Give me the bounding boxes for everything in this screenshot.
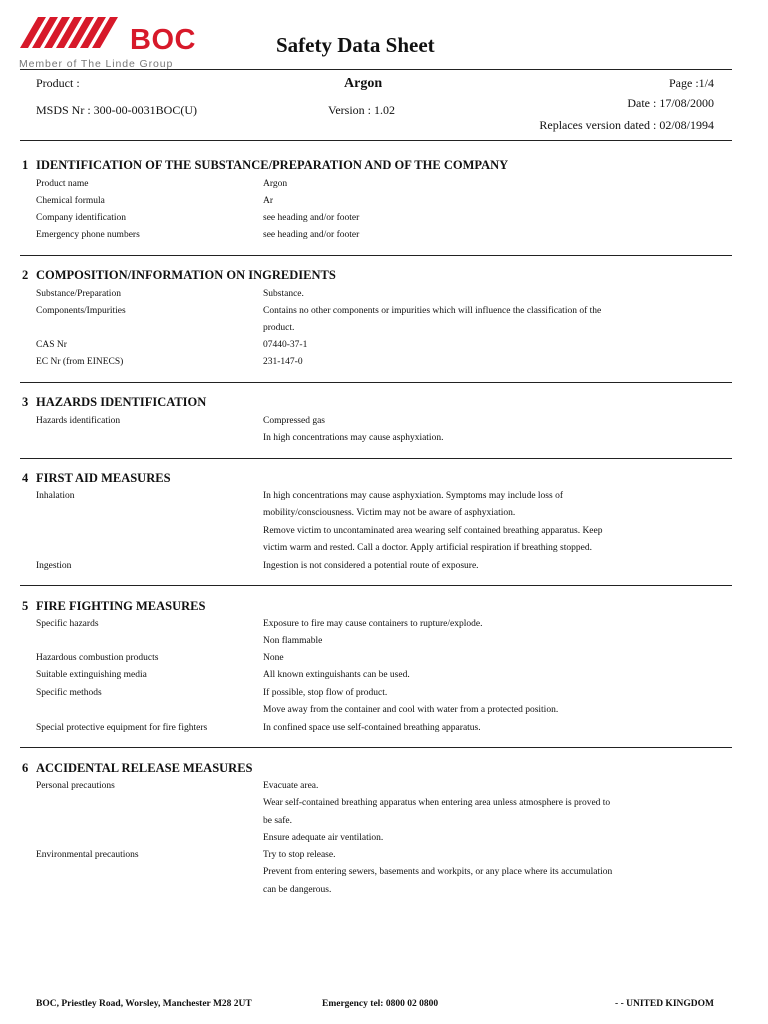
brand-tagline: Member of The Linde Group — [19, 58, 174, 70]
document-title: Safety Data Sheet — [276, 33, 435, 57]
footer-country: - - UNITED KINGDOM — [615, 999, 714, 1009]
header-divider-bottom — [20, 140, 732, 141]
header-divider-top — [20, 69, 732, 70]
section-divider — [20, 585, 732, 586]
version: Version : 1.02 — [328, 103, 395, 117]
section-divider — [20, 458, 732, 459]
section-title: 5 FIRE FIGHTING MEASURES — [22, 599, 206, 613]
brand-logo — [18, 14, 198, 70]
section-title: 3 HAZARDS IDENTIFICATION — [22, 395, 207, 409]
brand-name: BOC — [130, 24, 196, 56]
product-name: Argon — [344, 76, 383, 91]
msds-number: MSDS Nr : 300-00-0031BOC(U) — [36, 103, 198, 117]
section-title: 1 IDENTIFICATION OF THE SUBSTANCE/PREPARATION AND OF THE COMPANY — [22, 158, 509, 172]
footer-emergency: Emergency tel: 0800 02 0800 — [322, 999, 439, 1009]
section-divider — [20, 747, 732, 748]
footer-address: BOC, Priestley Road, Worsley, Manchester M28 2UT — [36, 999, 252, 1009]
document-date: Date : 17/08/2000 — [627, 96, 714, 110]
section-title: 4 FIRST AID MEASURES — [22, 471, 171, 485]
section-title: 6 ACCIDENTAL RELEASE MEASURES — [22, 761, 253, 775]
section-divider — [20, 382, 732, 383]
boc-stripes-icon — [18, 14, 130, 58]
replaces-version: Replaces version dated : 02/08/1994 — [539, 118, 714, 132]
section-divider — [20, 255, 732, 256]
product-label: Product : — [36, 76, 80, 90]
section-title: 2 COMPOSITION/INFORMATION ON INGREDIENTS — [22, 268, 336, 282]
page-number: Page :1/4 — [669, 76, 714, 90]
